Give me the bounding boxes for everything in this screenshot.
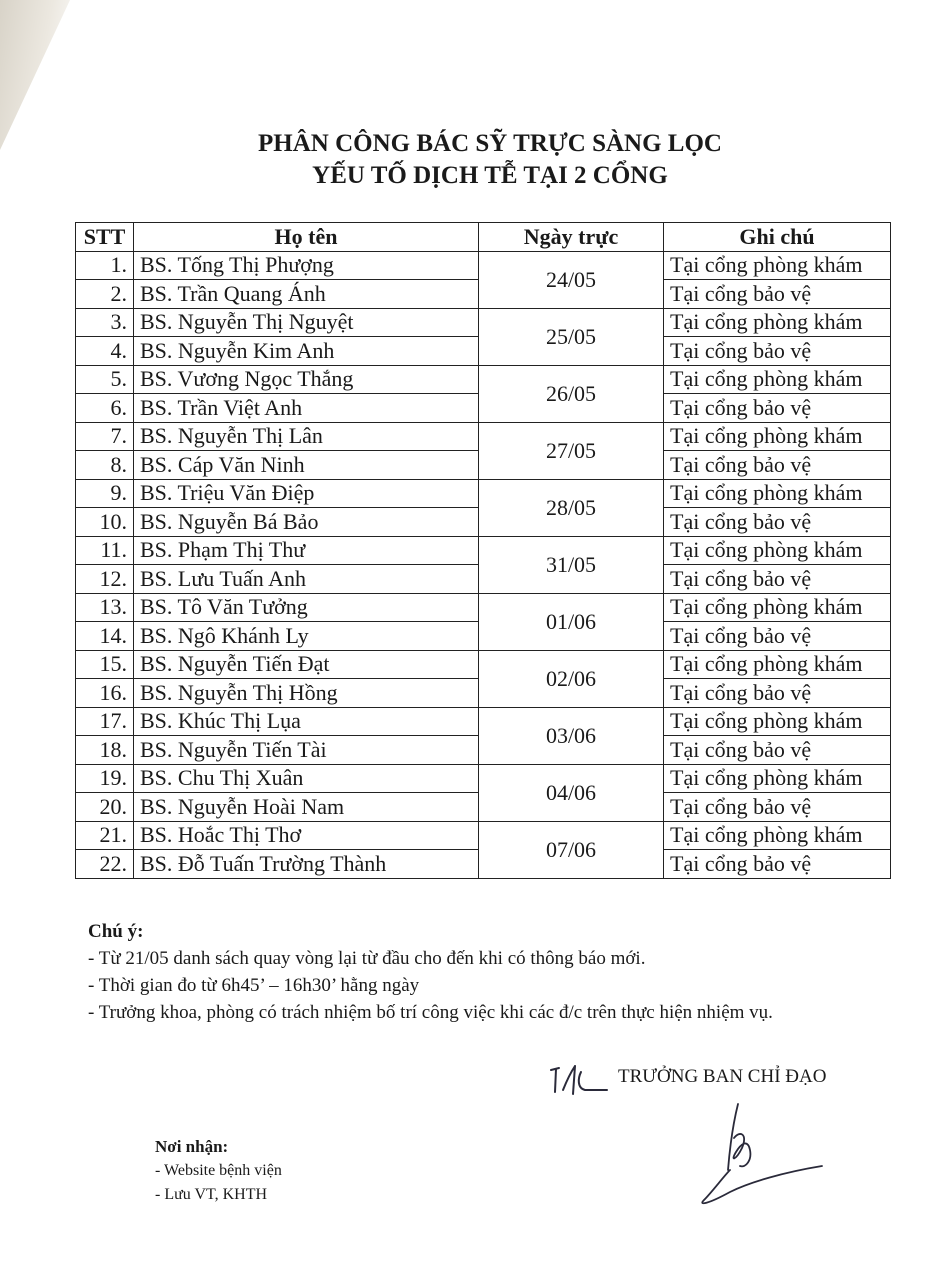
row-note: Tại cổng bảo vệ: [664, 565, 891, 594]
row-doctor-name: BS. Nguyễn Tiến Đạt: [134, 650, 479, 679]
row-note: Tại cổng phòng khám: [664, 422, 891, 451]
table-row: [76, 707, 891, 736]
table-row: [76, 308, 891, 337]
table-row: [76, 422, 891, 451]
row-note: Tại cổng bảo vệ: [664, 337, 891, 366]
row-doctor-name: BS. Nguyễn Thị Lân: [134, 422, 479, 451]
row-stt: 2.: [76, 280, 134, 309]
notes-heading: Chú ý:: [88, 921, 144, 942]
recipient-item: - Website bệnh viện: [155, 1162, 282, 1179]
table-row: [76, 650, 891, 679]
row-stt: 9.: [76, 479, 134, 508]
row-stt: 17.: [76, 707, 134, 736]
row-doctor-name: BS. Tô Văn Tưởng: [134, 593, 479, 622]
row-note: Tại cổng phòng khám: [664, 707, 891, 736]
row-duty-date: 01/06: [479, 593, 664, 650]
row-duty-date: 27/05: [479, 422, 664, 479]
handwritten-initials: [545, 1060, 615, 1100]
row-doctor-name: BS. Hoắc Thị Thơ: [134, 821, 479, 850]
row-note: Tại cổng bảo vệ: [664, 622, 891, 651]
row-stt: 6.: [76, 394, 134, 423]
row-doctor-name: BS. Nguyễn Thị Hồng: [134, 679, 479, 708]
title-line-1: PHÂN CÔNG BÁC SỸ TRỰC SÀNG LỌC: [258, 130, 722, 157]
row-stt: 3.: [76, 308, 134, 337]
row-stt: 15.: [76, 650, 134, 679]
row-doctor-name: BS. Ngô Khánh Ly: [134, 622, 479, 651]
notes-section: [88, 918, 878, 1026]
row-doctor-name: BS. Trần Việt Anh: [134, 394, 479, 423]
note-item: - Từ 21/05 danh sách quay vòng lại từ đầu cho đến khi có thông báo mới.: [88, 948, 646, 969]
title-line-2: YẾU TỐ DỊCH TỄ TẠI 2 CỔNG: [312, 162, 668, 189]
row-stt: 11.: [76, 536, 134, 565]
row-doctor-name: BS. Khúc Thị Lụa: [134, 707, 479, 736]
row-note: Tại cổng bảo vệ: [664, 736, 891, 765]
row-stt: 4.: [76, 337, 134, 366]
document-title: [0, 128, 950, 192]
duty-roster-table: [75, 222, 891, 879]
row-note: Tại cổng bảo vệ: [664, 508, 891, 537]
signature: [690, 1100, 830, 1210]
row-doctor-name: BS. Phạm Thị Thư: [134, 536, 479, 565]
row-stt: 1.: [76, 251, 134, 280]
row-doctor-name: BS. Tống Thị Phượng: [134, 251, 479, 280]
row-stt: 7.: [76, 422, 134, 451]
table-row: [76, 251, 891, 280]
table-header-row: [76, 223, 891, 252]
signer-title: TRƯỞNG BAN CHỈ ĐẠO: [618, 1066, 827, 1087]
row-doctor-name: BS. Triệu Văn Điệp: [134, 479, 479, 508]
row-duty-date: 03/06: [479, 707, 664, 764]
row-duty-date: 24/05: [479, 251, 664, 308]
table-row: [76, 593, 891, 622]
row-note: Tại cổng phòng khám: [664, 479, 891, 508]
row-doctor-name: BS. Nguyễn Hoài Nam: [134, 793, 479, 822]
table-row: [76, 536, 891, 565]
row-duty-date: 07/06: [479, 821, 664, 878]
row-stt: 14.: [76, 622, 134, 651]
row-stt: 20.: [76, 793, 134, 822]
row-doctor-name: BS. Nguyễn Tiến Tài: [134, 736, 479, 765]
row-duty-date: 04/06: [479, 764, 664, 821]
row-duty-date: 02/06: [479, 650, 664, 707]
row-stt: 16.: [76, 679, 134, 708]
recipients-section: [155, 1135, 282, 1207]
row-duty-date: 28/05: [479, 479, 664, 536]
note-item: - Thời gian đo từ 6h45’ – 16h30’ hằng ngày: [88, 975, 420, 996]
row-note: Tại cổng phòng khám: [664, 650, 891, 679]
row-stt: 12.: [76, 565, 134, 594]
row-note: Tại cổng bảo vệ: [664, 793, 891, 822]
header-name: Họ tên: [134, 223, 479, 252]
row-doctor-name: BS. Cáp Văn Ninh: [134, 451, 479, 480]
row-doctor-name: BS. Chu Thị Xuân: [134, 764, 479, 793]
row-duty-date: 31/05: [479, 536, 664, 593]
header-date: Ngày trực: [479, 223, 664, 252]
row-doctor-name: BS. Lưu Tuấn Anh: [134, 565, 479, 594]
row-note: Tại cổng bảo vệ: [664, 394, 891, 423]
note-item: - Trưởng khoa, phòng có trách nhiệm bố trí công việc khi các đ/c trên thực hiện nhiệm vụ.: [88, 1002, 773, 1023]
row-doctor-name: BS. Nguyễn Bá Bảo: [134, 508, 479, 537]
row-doctor-name: BS. Trần Quang Ánh: [134, 280, 479, 309]
row-doctor-name: BS. Nguyễn Thị Nguyệt: [134, 308, 479, 337]
row-stt: 22.: [76, 850, 134, 879]
row-note: Tại cổng bảo vệ: [664, 451, 891, 480]
table-row: [76, 821, 891, 850]
table-row: [76, 479, 891, 508]
header-note: Ghi chú: [664, 223, 891, 252]
row-note: Tại cổng phòng khám: [664, 308, 891, 337]
header-stt: STT: [76, 223, 134, 252]
row-note: Tại cổng phòng khám: [664, 764, 891, 793]
row-stt: 21.: [76, 821, 134, 850]
table-body: [76, 251, 891, 878]
row-stt: 18.: [76, 736, 134, 765]
row-duty-date: 25/05: [479, 308, 664, 365]
row-duty-date: 26/05: [479, 365, 664, 422]
row-stt: 19.: [76, 764, 134, 793]
row-stt: 5.: [76, 365, 134, 394]
row-note: Tại cổng phòng khám: [664, 593, 891, 622]
row-stt: 13.: [76, 593, 134, 622]
table-row: [76, 764, 891, 793]
row-note: Tại cổng phòng khám: [664, 365, 891, 394]
row-stt: 10.: [76, 508, 134, 537]
row-doctor-name: BS. Đỗ Tuấn Trường Thành: [134, 850, 479, 879]
row-doctor-name: BS. Vương Ngọc Thắng: [134, 365, 479, 394]
recipient-item: - Lưu VT, KHTH: [155, 1186, 268, 1203]
row-note: Tại cổng phòng khám: [664, 536, 891, 565]
row-note: Tại cổng bảo vệ: [664, 850, 891, 879]
row-stt: 8.: [76, 451, 134, 480]
table-row: [76, 365, 891, 394]
row-note: Tại cổng phòng khám: [664, 251, 891, 280]
row-note: Tại cổng bảo vệ: [664, 679, 891, 708]
row-note: Tại cổng phòng khám: [664, 821, 891, 850]
row-doctor-name: BS. Nguyễn Kim Anh: [134, 337, 479, 366]
recipients-heading: Nơi nhận:: [155, 1137, 229, 1156]
row-note: Tại cổng bảo vệ: [664, 280, 891, 309]
